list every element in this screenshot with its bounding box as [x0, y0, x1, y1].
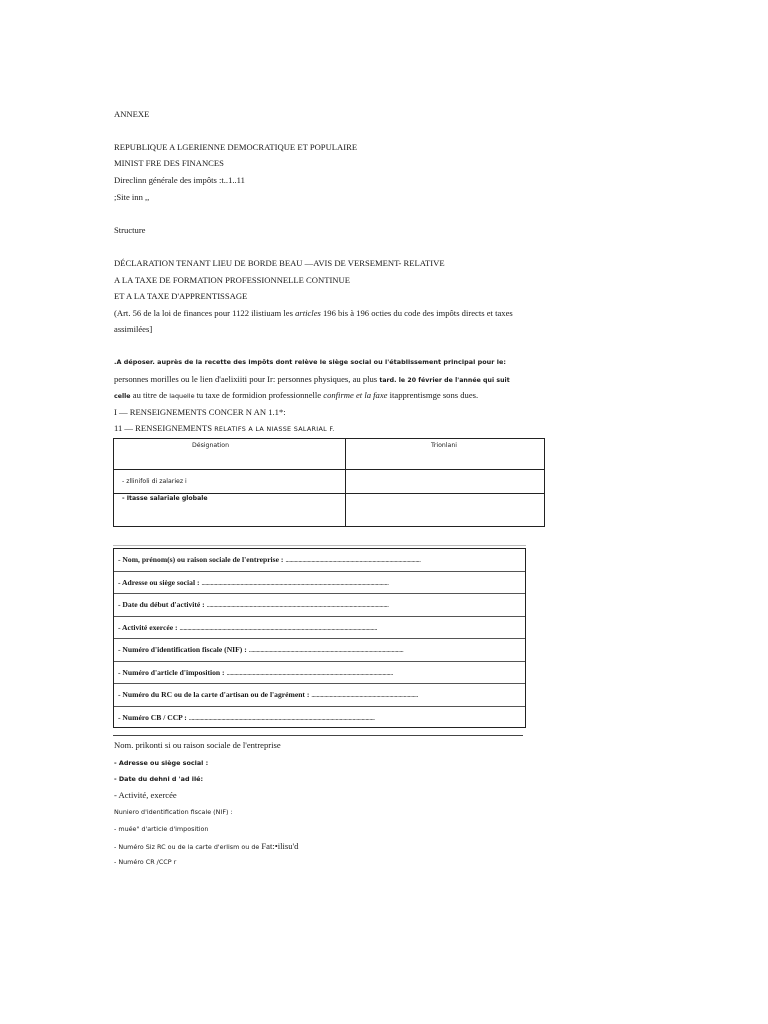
table-row-divider — [114, 493, 544, 494]
form-row-activite: - Activité exercée : ........................................................................................................................................................ — [114, 617, 525, 640]
declaration-title-line1: DÉCLARATION TENANT LIEU DE BORDE BEAU —AVIS DE VERSEMENT- RELATIVE — [114, 258, 445, 268]
form-row-cb-ccp: - Numéro CB / CCP : ............................................................................................................................................... — [118, 712, 375, 722]
direction-line: Direclinn générale des impôts :t..1..11 — [114, 175, 245, 185]
form-row-nom: - Nom, prénom(s) ou raison sociale de l'entreprise : ........................................................................................................ — [114, 549, 525, 572]
after-form-date: - Date du dehni d 'ad ilé: — [114, 775, 204, 783]
masse-salariale-table — [113, 438, 545, 527]
after-form-nif: Nuniero d'identification fiscale (NIF) : — [114, 808, 233, 816]
republique-line: REPUBLIQUE A LGERIENNE DEMOCRATIQUE ET POPULAIRE — [114, 142, 358, 152]
form-top-rule — [113, 545, 526, 546]
table-column-divider — [345, 439, 346, 526]
ministere-line: MINIST FRE DES FINANCES — [114, 158, 224, 168]
declaration-title-line3: ET A LA TAXE D'APPRENTISSAGE — [114, 291, 248, 301]
after-form-article: - muée" d'article d'imposition — [114, 825, 209, 833]
form-row-date-debut: - Date du début d'activité : ............................................................................................................................................ — [114, 594, 525, 617]
form-row-nif: - Numéro d'identification fiscale (NIF) : ....................................................................................................................... — [114, 639, 525, 662]
table-row-effectif: - zllinifoli di zalariez i — [122, 478, 187, 485]
after-form-activite: - Activité, exercée — [114, 790, 177, 800]
form-row-adresse: - Adresse ou siège social : ................................................................................................................................................ — [114, 572, 525, 595]
legal-reference-line2: assimilées] — [114, 324, 153, 334]
instructions-line1: .A déposer. auprès de la recette des impôts dont relève le siège social ou l'établissement principal pour le: — [114, 358, 506, 366]
table-row-divider — [114, 469, 544, 470]
section1-subheading: 11 — RENSEIGNEMENTS RELATIFS A LA NIASSE SALARIAL F. — [114, 423, 335, 433]
separator-rule — [113, 735, 523, 736]
form-row-rc: - Numéro du RC ou de la carte d'artisan ou de l'agrément : .................................................................................. — [114, 684, 525, 707]
structure-label: Structure — [114, 225, 146, 235]
site-line: ;Site inn ,, — [114, 192, 150, 202]
after-form-adresse: - Adresse ou siège social : — [114, 759, 209, 767]
section1-heading: I — RENSEIGNEMENTS CONCER N AN 1.1*: — [114, 407, 286, 417]
after-form-rc: - Numéro Siz RC ou de la carte d'erlism ou de Fat:•ilisu'd — [114, 841, 299, 851]
legal-reference-line1: (Art. 56 de la loi de finances pour 1122 ilistiuam les articles 196 bis à 196 octies du code des impôts directs et taxes — [114, 308, 513, 318]
table-row-masse-salariale: - Itasse salariale globale — [122, 495, 208, 502]
table-header-montant: Trionlani — [431, 442, 457, 449]
annexe-label: ANNEXE — [114, 109, 150, 119]
instructions-line3: celle au titre de laquelle tu taxe de formidion professionnelle confirme et la faxe itapprentismge sons dues. — [114, 390, 479, 400]
instructions-line2: personnes morilles ou le lien d'aelixiiti pour Ir: personnes physiques, au plus tard. le 20 février de l'année qui suit — [114, 374, 510, 384]
identification-form-box — [113, 548, 526, 728]
form-row-article-imposition: - Numéro d'article d'imposition : ................................................................................................................................ — [114, 662, 525, 685]
declaration-title-line2: A LA TAXE DE FORMATION PROFESSIONNELLE CONTINUE — [114, 275, 350, 285]
after-form-nom: Nom. prikonti si ou raison sociale de l'entreprise — [114, 740, 281, 750]
table-header-designation: Désignation — [192, 442, 230, 449]
after-form-cb-ccp: - Numéro CR /CCP r — [114, 858, 177, 866]
